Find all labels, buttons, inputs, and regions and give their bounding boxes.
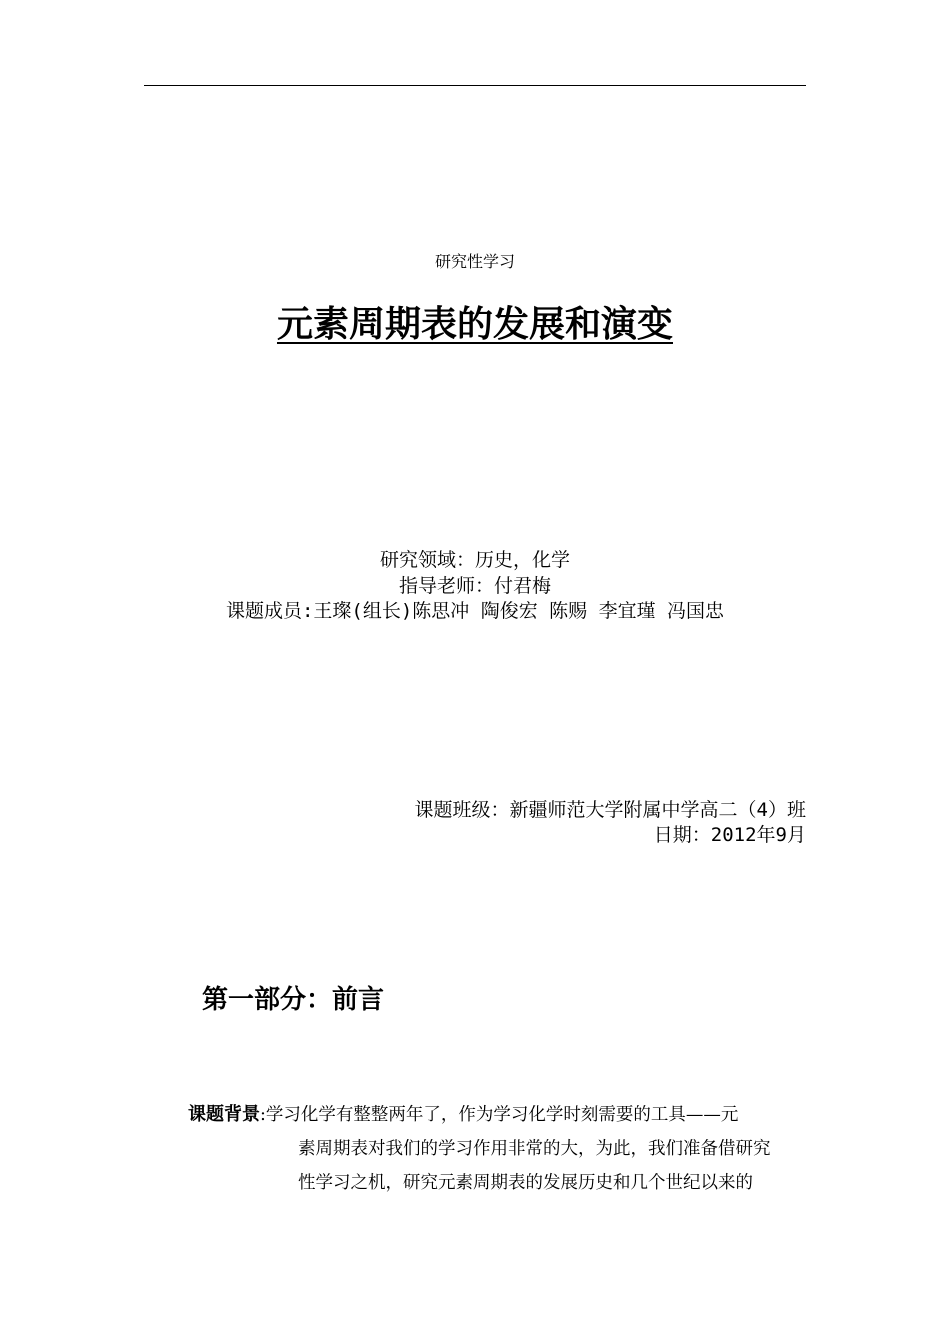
document-subtitle: 研究性学习 xyxy=(434,252,515,271)
header-rule xyxy=(144,85,806,86)
background-line-3 xyxy=(188,1166,808,1200)
background-text-2: 素周期表对我们的学习作用非常的大，为此，我们准备借研究 xyxy=(298,1139,771,1159)
background-text-3: 性学习之机，研究元素周期表的发展历史和几个世纪以来的 xyxy=(298,1173,753,1193)
document-title-text: 元素周期表的发展和演变 xyxy=(276,304,673,345)
background-paragraph xyxy=(188,1098,808,1200)
background-label: 课题背景 xyxy=(188,1104,260,1125)
team-members: 课题成员:王璨(组长)陈思冲 陶俊宏 陈赐 李宜瑾 冯国忠 xyxy=(225,600,725,622)
advisor: 指导老师：付君梅 xyxy=(398,575,551,597)
class-info: 课题班级：新疆师范大学附属中学高二（4）班 xyxy=(414,799,806,821)
background-line-2 xyxy=(188,1132,808,1166)
date-info: 日期：2012年9月 xyxy=(653,824,806,846)
document-title xyxy=(0,300,950,350)
background-line-1 xyxy=(188,1098,808,1132)
research-field: 研究领域：历史，化学 xyxy=(379,549,570,571)
background-text-1: 学习化学有整整两年了，作为学习化学时刻需要的工具——元 xyxy=(265,1105,739,1125)
background-label-colon: : xyxy=(260,1105,266,1125)
section-heading: 第一部分：前言 xyxy=(202,985,385,1015)
